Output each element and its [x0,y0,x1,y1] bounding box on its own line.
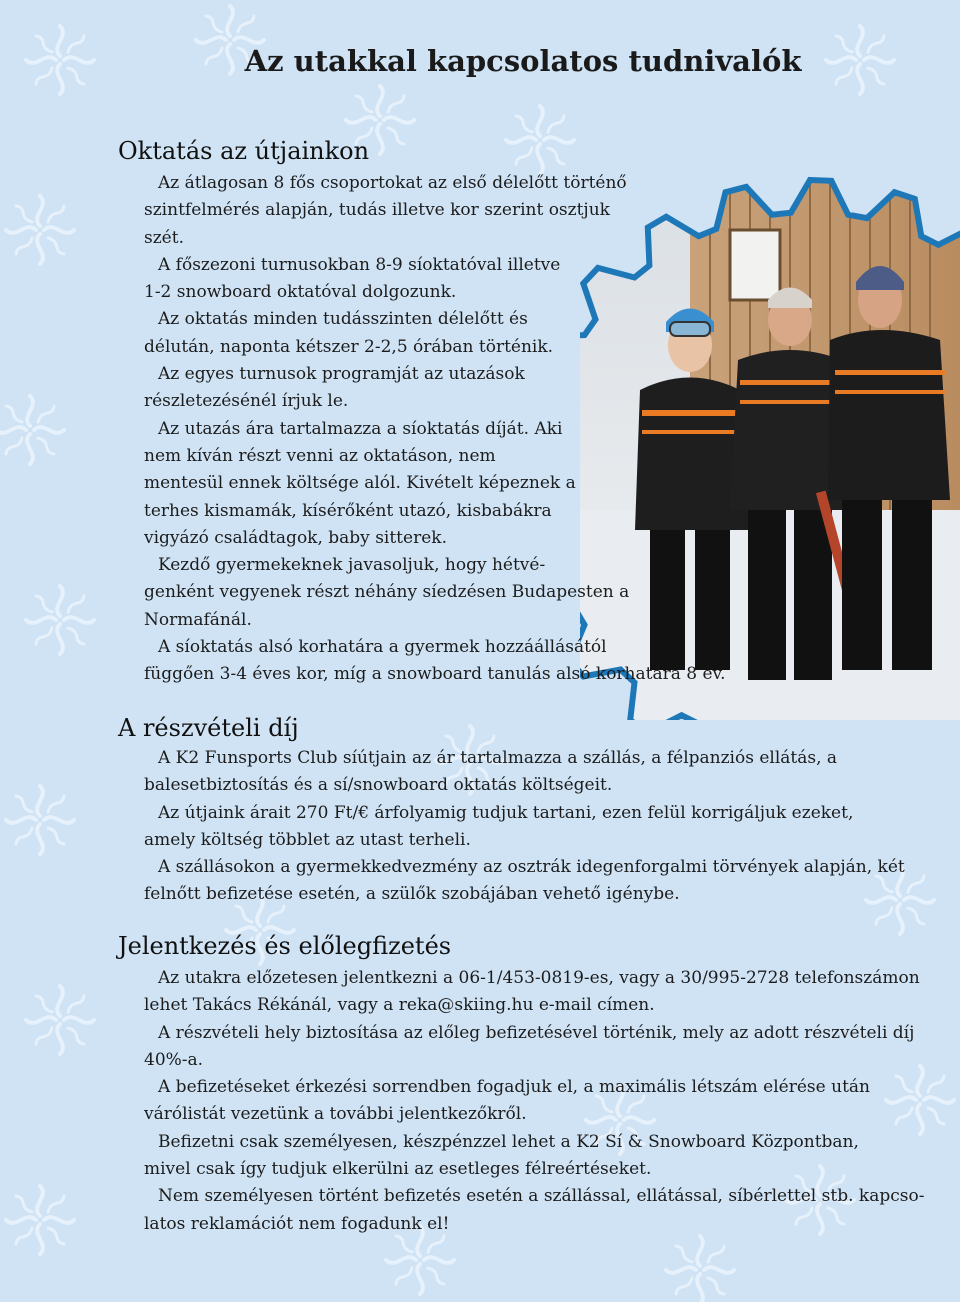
text-line: nem kíván részt venni az oktatáson, nem [144,445,496,466]
text-line: Az átlagosan 8 fős csoportokat az első délelőtt történő [158,173,627,193]
text-line: A főszezoni turnusokban 8-9 síoktatóval illetve [158,254,561,275]
text-line: mentesül ennek költsége alól. Kivételt képeznek a [144,473,576,494]
text-line: mivel csak így tudjuk elkerülni az esetleges félreértéseket. [144,1159,652,1180]
text-line: A befizetéseket érkezési sorrendben fogadjuk el, a maximális létszám elérése után [158,1077,870,1098]
section-heading-oktatas: Oktatás az útjainkon [118,137,370,165]
text-line: 40%-a. [144,1049,204,1070]
section-body-reszveteli-dij [144,745,905,909]
text-line: részletezésénél írjuk le. [144,391,349,412]
text-line: várólistát vezetünk a további jelentkezőkről. [144,1104,527,1125]
text-line: szintfelmérés alapján, tudás illetve kor szerint osztjuk [144,200,610,221]
text-line: Az utakra előzetesen jelentkezni a 06-1/453-0819-es, vagy a 30/995-2728 telefonszámon [158,968,920,988]
section-heading-jelentkezes: Jelentkezés és előlegfizetés [118,932,452,960]
text-line: terhes kismamák, kísérőként utazó, kisbabákra [144,500,552,521]
text-line: lehet Takács Rékánál, vagy a reka@skiing.hu e-mail címen. [144,995,655,1016]
text-line: latos reklamációt nem fogadunk el! [144,1213,450,1234]
text-line: A szállásokon a gyermekkedvezmény az osztrák idegenforgalmi törvények alapján, két [158,857,905,878]
section-body-jelentkezes [144,965,924,1238]
text-line: Az egyes turnusok programját az utazások [158,364,525,385]
text-line: Az útjaink árait 270 Ft/€ árfolyamig tudjuk tartani, ezen felül korrigáljuk ezeket, [158,802,854,823]
text-line: Az oktatás minden tudásszinten délelőtt és [158,309,528,330]
text-line: szét. [144,227,184,248]
text-line: A síoktatás alsó korhatára a gyermek hozzáállásától [158,637,607,658]
text-line: balesetbiztosítás és a sí/snowboard oktatás költségeit. [144,775,613,796]
text-line: vigyázó családtagok, baby sitterek. [144,527,447,548]
text-line: délután, naponta kétszer 2-2,5 órában történik. [144,336,554,357]
text-line: függően 3-4 éves kor, míg a snowboard tanulás alsó korhatára 8 év. [144,664,726,685]
text-line: felnőtt befizetése esetén, a szülők szobájában vehető igénybe. [144,884,680,905]
text-line: genként vegyenek részt néhány síedzésen Budapesten a [144,582,630,603]
text-line: amely költség többlet az utast terheli. [144,829,471,850]
text-line: Nem személyesen történt befizetés esetén a szállással, ellátással, síbérlettel stb. kapcso- [158,1186,925,1207]
text-line: Normafánál. [144,609,252,630]
text-line: A K2 Funsports Club síútjain az ár tartalmazza a szállás, a félpanziós ellátás, a [158,748,838,768]
text-line: 1-2 snowboard oktatóval dolgozunk. [144,282,457,303]
section-heading-reszveteli-dij: A részvételi díj [118,714,299,742]
text-line: A részvételi hely biztosítása az előleg befizetésével történik, mely az adott részvételi díj [158,1022,915,1043]
text-line: Kezdő gyermekeknek javasoljuk, hogy hétvé- [158,555,546,576]
page-title: Az utakkal kapcsolatos tudnivalók [244,44,802,78]
text-line: Az utazás ára tartalmazza a síoktatás díját. Aki [158,418,563,439]
text-line: Befizetni csak személyesen, készpénzzel lehet a K2 Sí & Snowboard Központban, [158,1131,859,1152]
section-body-oktatas [144,170,726,689]
